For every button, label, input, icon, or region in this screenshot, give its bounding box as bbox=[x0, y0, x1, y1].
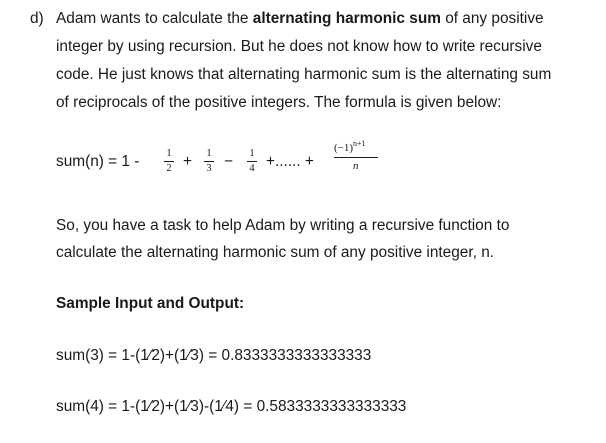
fraction-numerator: 1 bbox=[249, 148, 255, 159]
question-line-1-text-a: Adam wants to calculate the bbox=[56, 10, 253, 27]
question-line-3: code. He just knows that alternating harmonic sum is the alternating sum bbox=[56, 66, 552, 83]
fraction-1-4 bbox=[246, 148, 258, 176]
fraction-denominator: 4 bbox=[249, 163, 255, 174]
fraction-bar bbox=[164, 161, 174, 162]
fraction-numerator: 1 bbox=[206, 148, 212, 159]
operator-minus: − bbox=[224, 153, 233, 170]
fraction-denominator: 2 bbox=[166, 163, 172, 174]
question-line-1-text-b: of any positive bbox=[440, 10, 544, 27]
question-line-2: integer by using recursion. But he does not know how to write recursive bbox=[56, 38, 542, 55]
fraction-general-term bbox=[334, 139, 380, 182]
general-term-base: (−1) bbox=[334, 142, 354, 154]
sample-example-1: sum(3) = 1-(1⁄2)+(1⁄3) = 0.8333333333333333 bbox=[56, 347, 372, 364]
operator-plus: + bbox=[183, 153, 192, 170]
fraction-bar bbox=[334, 157, 378, 158]
fraction-denominator: 3 bbox=[206, 163, 212, 174]
fraction-bar bbox=[204, 161, 214, 162]
question-label: d) bbox=[30, 10, 44, 27]
fraction-bar bbox=[247, 161, 257, 162]
formula-ellipsis: +...... + bbox=[266, 153, 314, 170]
formula-lhs: sum(n) = 1 - bbox=[56, 153, 140, 170]
fraction-denominator: n bbox=[353, 160, 359, 172]
sample-heading: Sample Input and Output: bbox=[56, 295, 245, 312]
task-line-1: So, you have a task to help Adam by writing a recursive function to bbox=[56, 217, 510, 234]
task-line-2: calculate the alternating harmonic sum of any positive integer, n. bbox=[56, 244, 495, 261]
general-term-exponent: n+1 bbox=[353, 139, 366, 148]
highlight-term: alternating harmonic sum bbox=[252, 10, 441, 27]
question-line-4: of reciprocals of the positive integers. The formula is given below: bbox=[56, 94, 502, 111]
fraction-1-3 bbox=[203, 148, 215, 176]
fraction-numerator bbox=[334, 139, 366, 155]
fraction-numerator: 1 bbox=[166, 148, 172, 159]
formula bbox=[56, 140, 416, 186]
question-line-1 bbox=[56, 9, 544, 29]
sample-example-2: sum(4) = 1-(1⁄2)+(1⁄3)-(1⁄4) = 0.5833333333333333 bbox=[56, 398, 407, 415]
fraction-1-2 bbox=[163, 148, 175, 176]
